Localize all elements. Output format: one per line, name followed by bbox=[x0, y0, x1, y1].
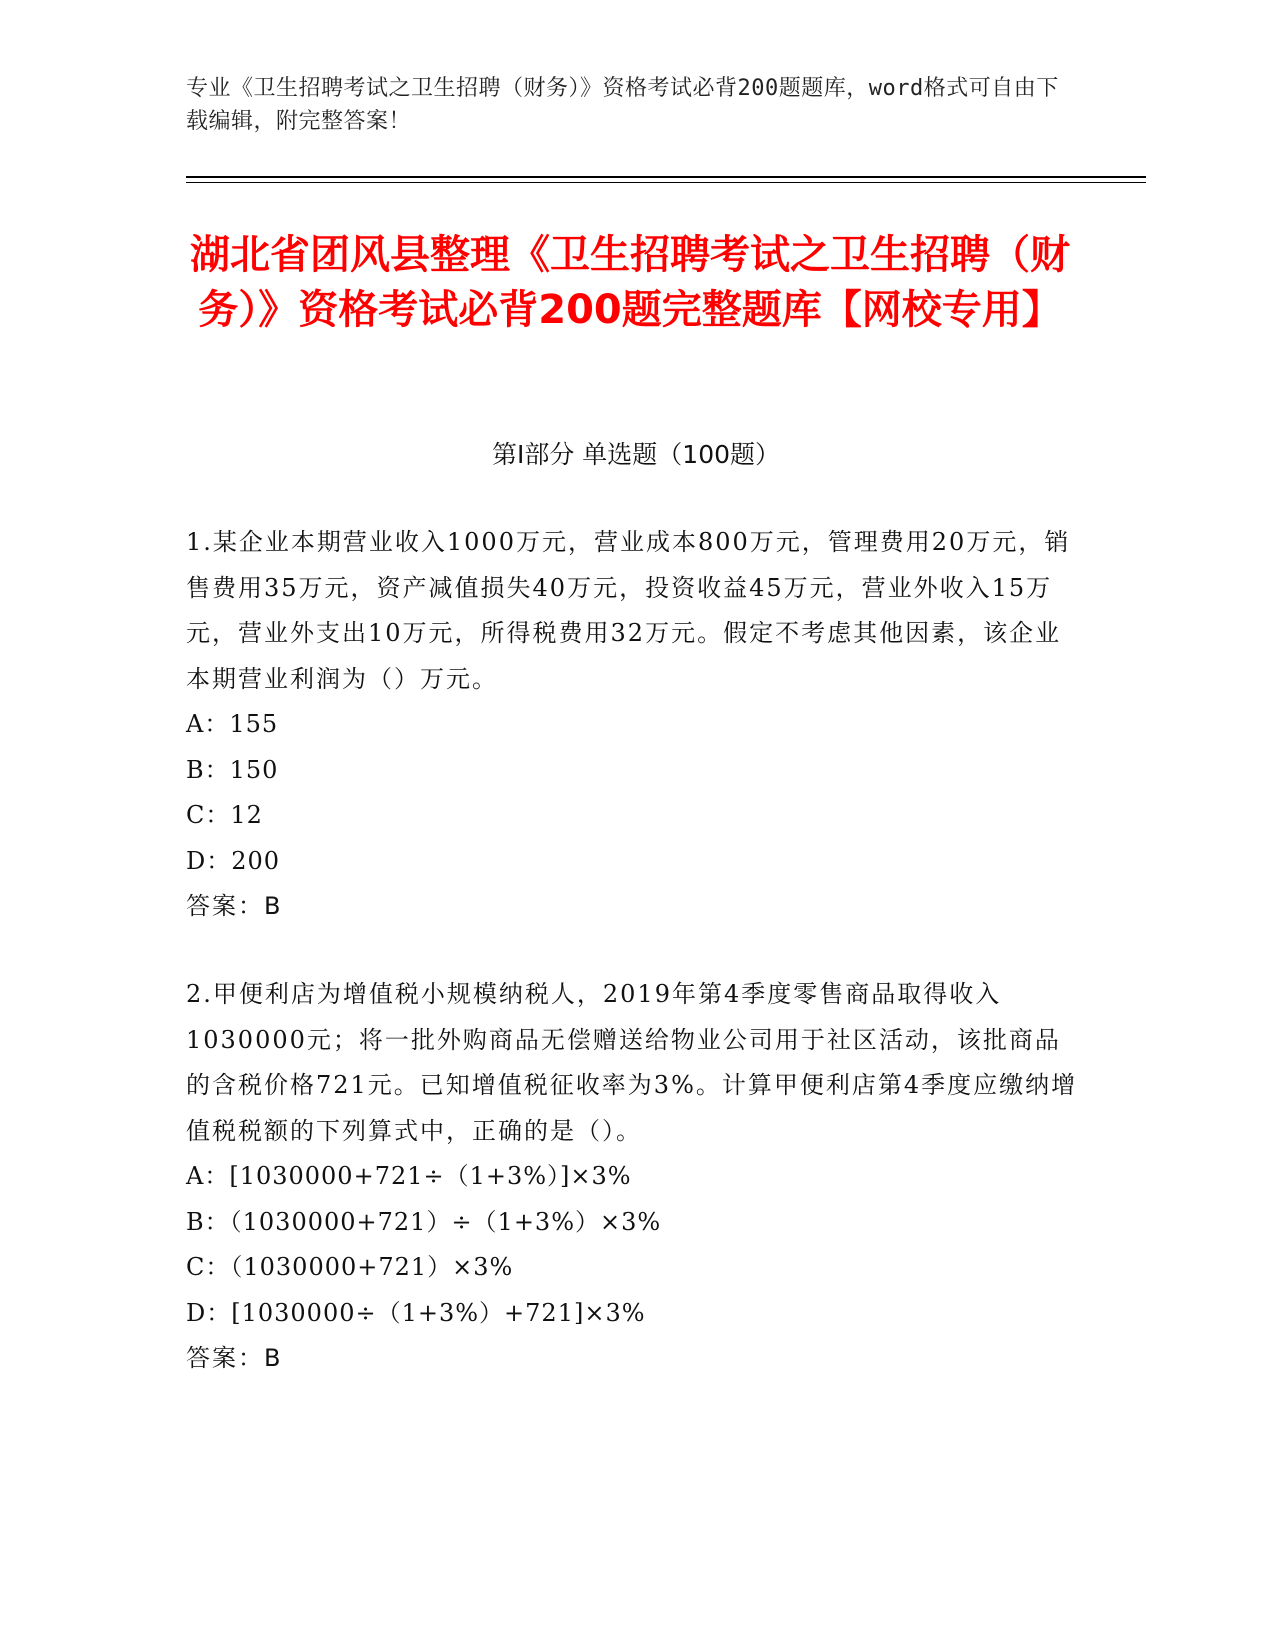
question-1 bbox=[186, 520, 1086, 930]
answer: 答案：B bbox=[186, 892, 283, 920]
option-d: D：[1030000÷（1+3%）+721]×3% bbox=[186, 1298, 646, 1327]
section-title: 第Ⅰ部分 单选题（100题） bbox=[491, 440, 781, 469]
option-b: B：150 bbox=[186, 755, 279, 784]
option-d: D：200 bbox=[186, 846, 281, 875]
question-text: 2.甲便利店为增值税小规模纳税人，2019年第4季度零售商品取得收入1030000元；将一批外购商品无偿赠送给物业公司用于社区活动，该批商品的含税价格721元。已知增值税征收率为3%。计算甲便利店第4季度应缴纳增值税税额的下列算式中，正确的是（）。 bbox=[186, 980, 1078, 1145]
header-note: 专业《卫生招聘考试之卫生招聘（财务）》资格考试必背200题题库，word格式可自由下载编辑，附完整答案！ bbox=[186, 76, 1059, 134]
answer: 答案：B bbox=[186, 1344, 283, 1372]
question-text: 1.某企业本期营业收入1000万元，营业成本800万元，管理费用20万元，销售费用35万元，资产减值损失40万元，投资收益45万元，营业外收入15万元，营业外支出10万元，所得税费用32万元。假定不考虑其他因素，该企业本期营业利润为（）万元。 bbox=[186, 528, 1071, 693]
question-2 bbox=[186, 972, 1086, 1382]
option-c: C：12 bbox=[186, 801, 263, 829]
header-divider bbox=[186, 176, 1146, 178]
option-a: A：155 bbox=[186, 710, 279, 738]
option-a: A：[1030000+721÷（1+3%）]×3% bbox=[186, 1162, 632, 1190]
option-c: C：（1030000+721）×3% bbox=[186, 1253, 514, 1281]
document-title: 湖北省团风县整理《卫生招聘考试之卫生招聘（财务）》资格考试必背200题完整题库【网校专用】 bbox=[190, 232, 1070, 333]
option-b: B：（1030000+721）÷（1+3%）×3% bbox=[186, 1207, 662, 1236]
header-divider-thin bbox=[186, 182, 1146, 183]
